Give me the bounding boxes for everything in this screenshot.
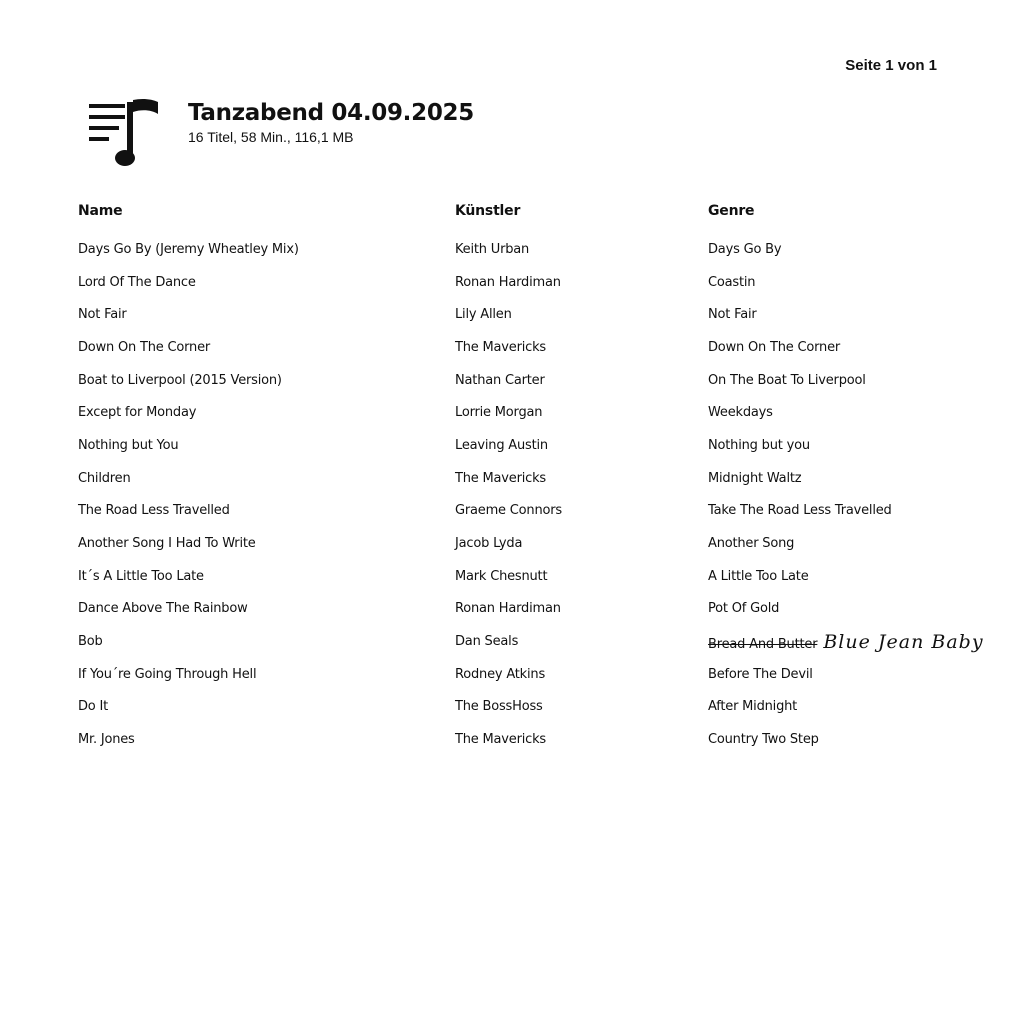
track-name: Except for Monday <box>78 405 197 421</box>
table-row <box>78 233 998 266</box>
track-name: Days Go By (Jeremy Wheatley Mix) <box>78 241 299 257</box>
table-row <box>78 364 998 397</box>
track-genre: After Midnight <box>708 699 798 715</box>
page-number: Seite 1 von 1 <box>845 57 937 74</box>
track-artist: The BossHoss <box>455 699 543 715</box>
table-row <box>78 723 998 756</box>
track-artist: Lily Allen <box>455 307 512 323</box>
track-genre: Country Two Step <box>708 732 819 748</box>
track-artist: Graeme Connors <box>455 503 562 519</box>
playlist-header <box>86 96 474 170</box>
track-genre: Midnight Waltz <box>708 470 802 486</box>
track-artist: Rodney Atkins <box>455 666 546 682</box>
track-artist: Nathan Carter <box>455 372 545 388</box>
track-name: Dance Above The Rainbow <box>78 601 248 617</box>
track-artist: The Mavericks <box>455 339 546 355</box>
table-row <box>78 691 998 724</box>
track-artist: Keith Urban <box>455 241 530 257</box>
track-genre: Not Fair <box>708 307 757 323</box>
track-name: Do It <box>78 699 109 715</box>
track-artist: Lorrie Morgan <box>455 405 543 421</box>
column-header-name: Name <box>78 203 123 219</box>
track-genre: Pot Of Gold <box>708 601 780 617</box>
track-genre: Take The Road Less Travelled <box>708 503 892 519</box>
table-row <box>78 527 998 560</box>
track-name: Boat to Liverpool (2015 Version) <box>78 372 282 388</box>
playlist-info <box>188 96 474 146</box>
track-artist: Ronan Hardiman <box>455 274 561 290</box>
playlist-music-icon <box>86 96 162 170</box>
track-genre: Down On The Corner <box>708 339 841 355</box>
column-header-artist: Künstler <box>455 203 521 219</box>
track-artist: The Mavericks <box>455 732 546 748</box>
track-genre: On The Boat To Liverpool <box>708 372 866 388</box>
track-name: It´s A Little Too Late <box>78 568 204 584</box>
track-genre: Weekdays <box>708 405 773 421</box>
table-row <box>78 560 998 593</box>
track-name: Mr. Jones <box>78 732 135 748</box>
track-artist: The Mavericks <box>455 470 546 486</box>
track-artist: Jacob Lyda <box>455 536 523 552</box>
track-artist: Ronan Hardiman <box>455 601 561 617</box>
struck-genre: Bread And Butter <box>708 636 818 652</box>
track-name: The Road Less Travelled <box>78 503 230 519</box>
track-name: Children <box>78 470 131 486</box>
track-genre: Nothing but you <box>708 437 810 453</box>
table-row <box>78 462 998 495</box>
table-row <box>78 396 998 429</box>
table-row <box>78 495 998 528</box>
track-genre: A Little Too Late <box>708 568 809 584</box>
track-name: Another Song I Had To Write <box>78 536 256 552</box>
track-name: Down On The Corner <box>78 339 211 355</box>
table-row <box>78 593 998 626</box>
track-genre: Coastin <box>708 274 756 290</box>
track-artist: Dan Seals <box>455 634 519 650</box>
track-genre: Days Go By <box>708 241 782 257</box>
table-row <box>78 298 998 331</box>
table-row <box>78 266 998 299</box>
track-name: Nothing but You <box>78 437 179 453</box>
table-row <box>78 625 998 658</box>
handwritten-correction: Blue Jean Baby <box>823 630 984 653</box>
table-row <box>78 429 998 462</box>
track-genre-corrected <box>708 625 998 658</box>
table-header-row <box>78 203 998 233</box>
track-name: Bob <box>78 634 103 650</box>
track-name: Lord Of The Dance <box>78 274 196 290</box>
track-table <box>78 203 998 756</box>
track-artist: Mark Chesnutt <box>455 568 548 584</box>
track-name: Not Fair <box>78 307 127 323</box>
track-genre: Another Song <box>708 536 795 552</box>
playlist-title: Tanzabend 04.09.2025 <box>188 100 474 126</box>
track-name: If You´re Going Through Hell <box>78 666 257 682</box>
playlist-summary: 16 Titel, 58 Min., 116,1 MB <box>188 129 354 145</box>
table-row <box>78 658 998 691</box>
track-genre: Before The Devil <box>708 666 813 682</box>
track-artist: Leaving Austin <box>455 437 548 453</box>
column-header-genre: Genre <box>708 203 755 219</box>
table-row <box>78 331 998 364</box>
